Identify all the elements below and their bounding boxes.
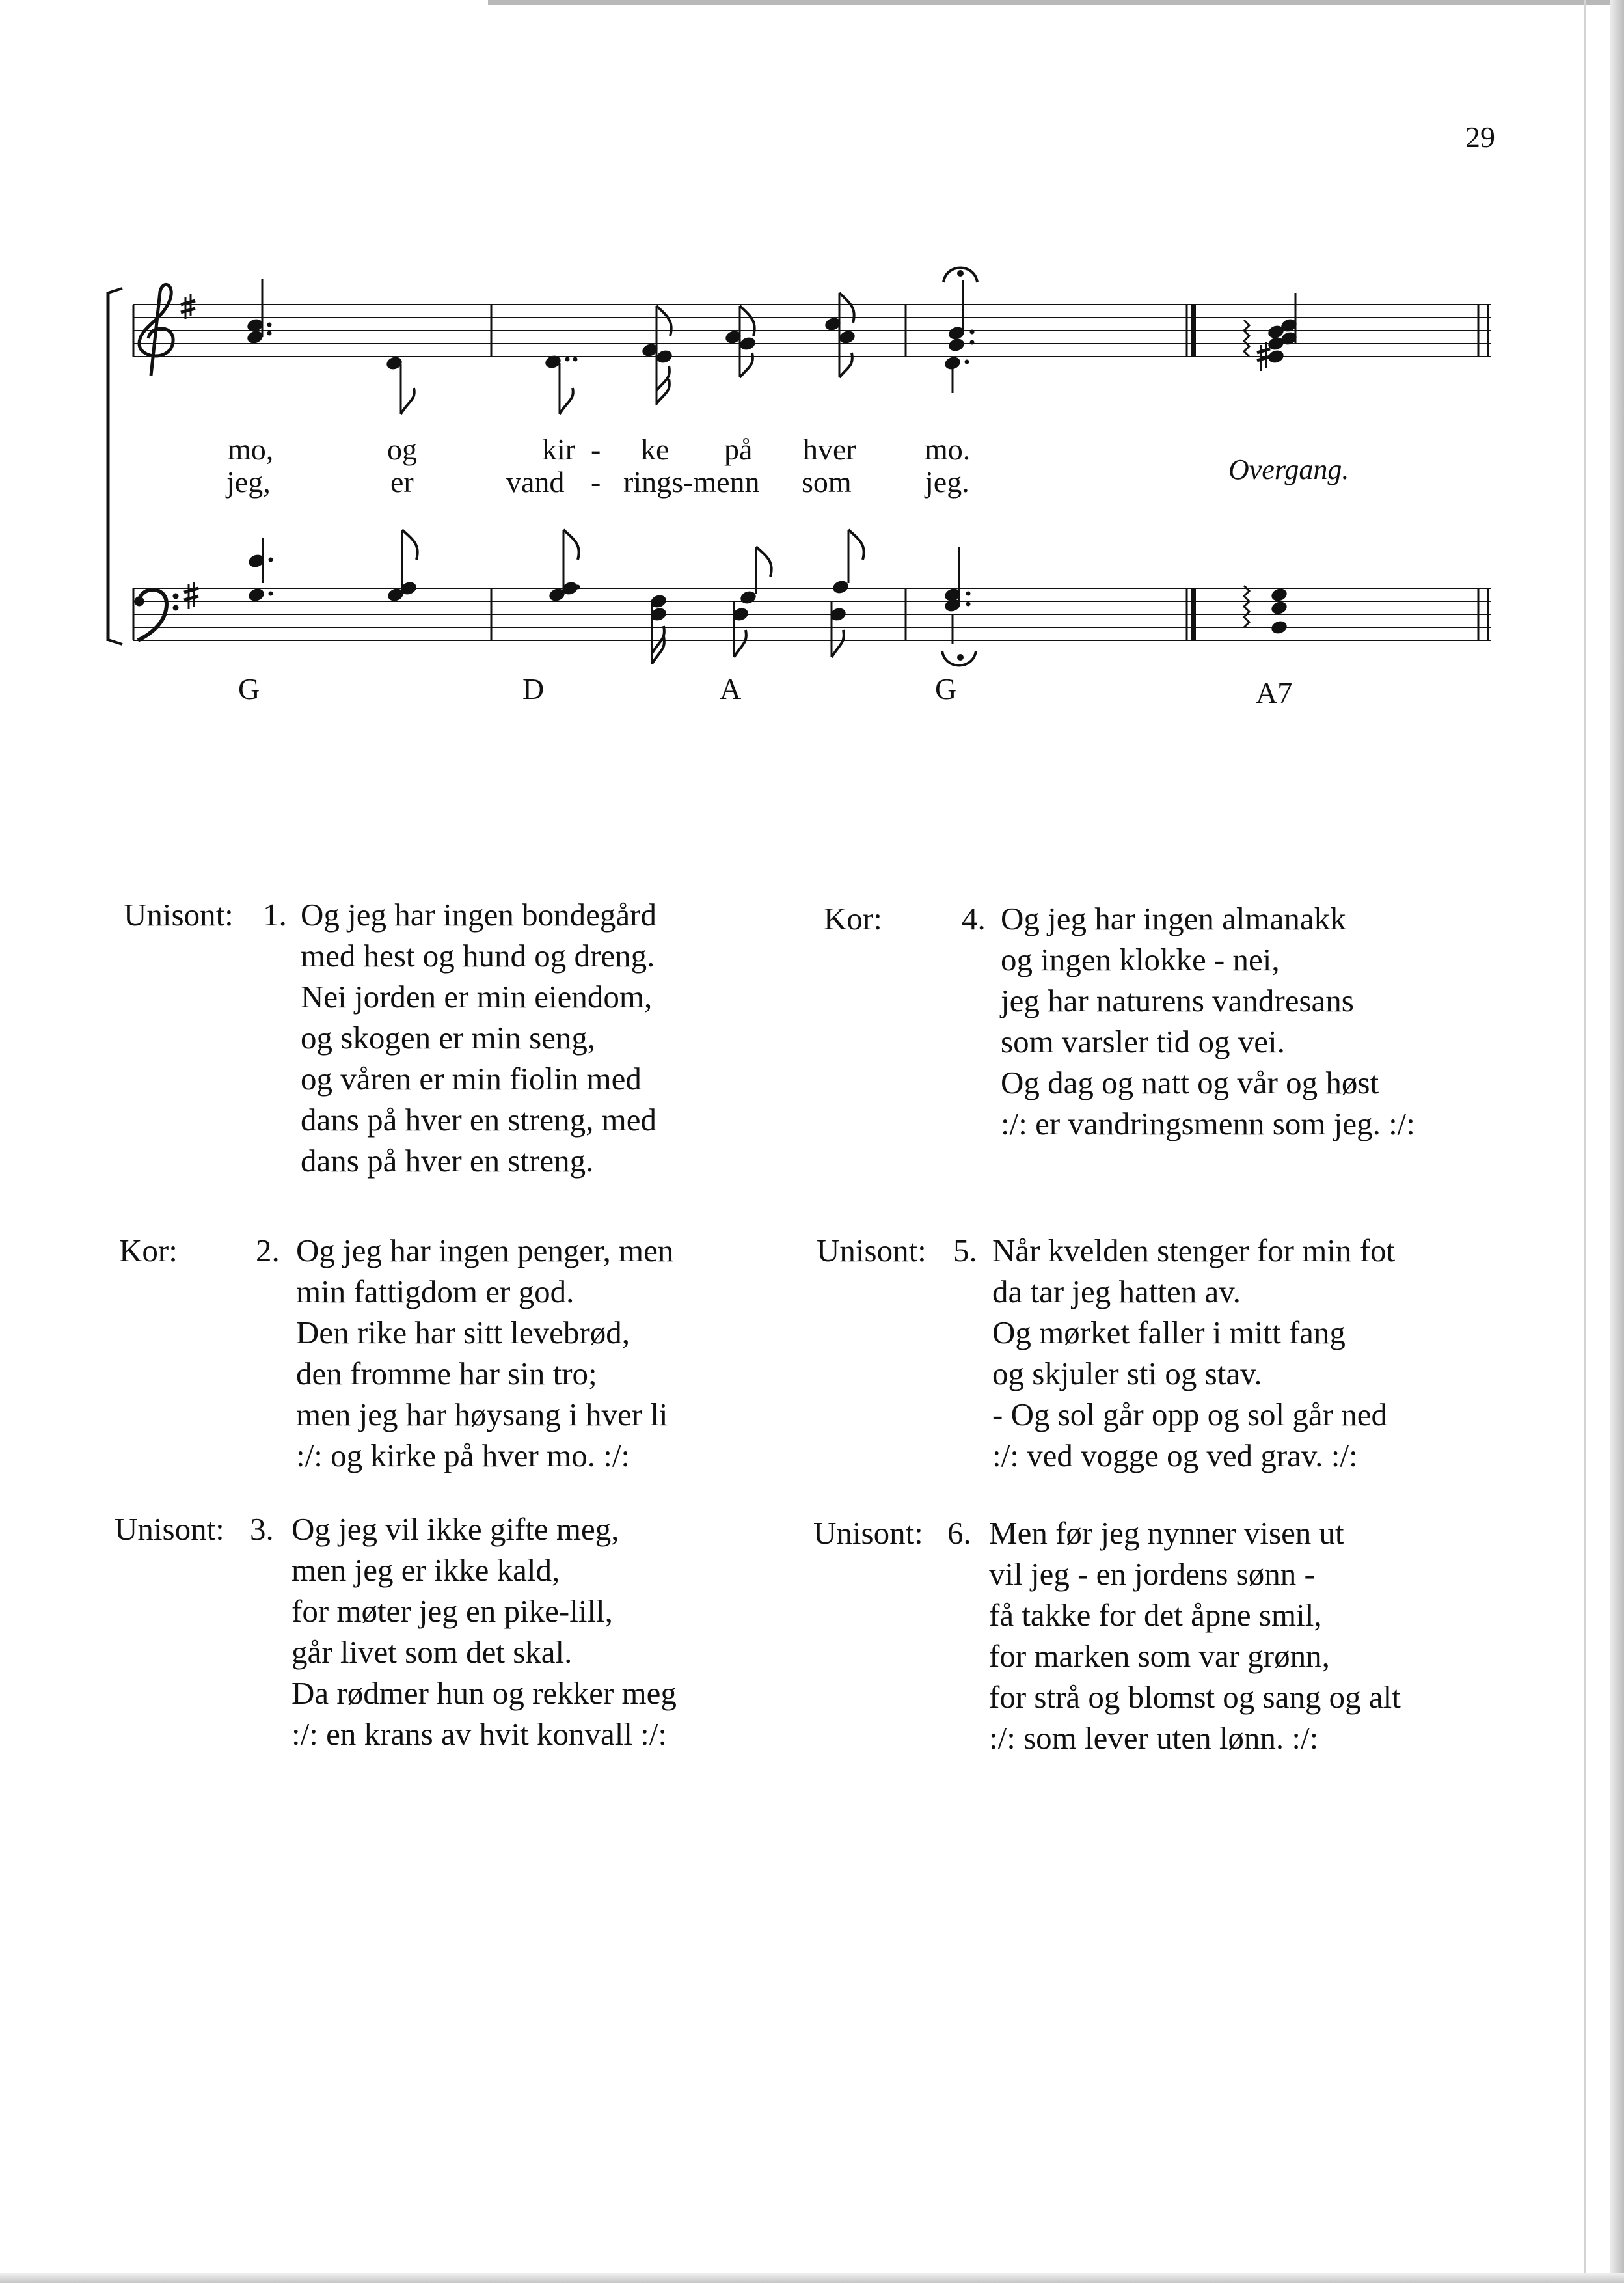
verse-number: 6. xyxy=(947,1515,971,1551)
verse-line: :/: som lever uten lønn. :/: xyxy=(989,1720,1319,1756)
lyric: jeg. xyxy=(925,465,969,499)
verse-lines xyxy=(291,1509,677,1755)
verse-lines xyxy=(301,894,656,1181)
verse-line: Og mørket faller i mitt fang xyxy=(992,1315,1346,1350)
verse-part-label: Unisont: xyxy=(115,1511,224,1547)
verse-line: og våren er min fiolin med xyxy=(301,1061,642,1097)
scan-edge-bottom xyxy=(0,2273,1624,2283)
lyric: og xyxy=(387,433,417,466)
verse-line: går livet som det skal. xyxy=(291,1634,573,1670)
verse-line: og skogen er min seng, xyxy=(301,1020,596,1056)
lyric: er xyxy=(390,465,414,499)
lyric: mo, xyxy=(228,433,274,466)
verse-part-label: Kor: xyxy=(119,1233,178,1268)
bass-clef-dot-1 xyxy=(135,597,144,606)
lyric: vand xyxy=(506,465,565,499)
verse-line: Og jeg har ingen bondegård xyxy=(301,897,656,933)
lyrics-line-1 xyxy=(228,433,970,466)
verse-line: - Og sol går opp og sol går ned xyxy=(992,1397,1387,1432)
lyric: - xyxy=(591,433,601,466)
verse-line: vil jeg - en jordens sønn - xyxy=(989,1556,1315,1592)
bass-notes xyxy=(263,530,1249,666)
verse-line: da tar jeg hatten av. xyxy=(992,1274,1241,1309)
verse-2 xyxy=(119,1230,744,1490)
lyric: mo. xyxy=(925,433,971,466)
fermata-dot xyxy=(957,654,964,661)
verse-line: som varsler tid og vei. xyxy=(1001,1024,1285,1059)
verse-number: 1. xyxy=(263,897,287,933)
verse-line: Den rike har sitt levebrød, xyxy=(296,1315,630,1350)
verse-line: :/: og kirke på hver mo. :/: xyxy=(296,1438,630,1473)
verse-line: :/: en krans av hvit konvall :/: xyxy=(291,1716,668,1752)
verse-line: men jeg er ikke kald, xyxy=(291,1552,560,1588)
verse-line: og ingen klokke - nei, xyxy=(1001,942,1280,977)
page-number: 29 xyxy=(1465,120,1495,154)
lyrics-line-2 xyxy=(225,465,969,499)
verse-line: dans på hver en streng. xyxy=(301,1143,594,1179)
verse-1 xyxy=(124,894,748,1194)
verse-line: og skjuler sti og stav. xyxy=(992,1356,1262,1391)
verse-line: få takke for det åpne smil, xyxy=(989,1597,1322,1633)
chord-symbol: A7 xyxy=(1256,676,1293,709)
verse-line: Og jeg vil ikke gifte meg, xyxy=(291,1511,619,1547)
verse-6 xyxy=(813,1512,1470,1773)
fermata-dot xyxy=(957,270,964,277)
lyric: rings-menn xyxy=(623,465,760,499)
treble-notes xyxy=(262,268,1295,415)
bass-noteheads xyxy=(247,553,1289,661)
verse-line: for møter jeg en pike-lill, xyxy=(291,1593,613,1629)
chord-symbol: A xyxy=(720,672,742,705)
lyric: - xyxy=(591,465,601,499)
verse-line: men jeg har høysang i hver li xyxy=(296,1397,668,1432)
bass-clef-dot-2 xyxy=(173,594,178,599)
verse-number: 3. xyxy=(250,1511,274,1547)
verse-line: Da rødmer hun og rekker meg xyxy=(291,1675,677,1711)
verse-line: Når kvelden stenger for min fot xyxy=(992,1233,1396,1268)
key-signature-sharp-icon xyxy=(181,294,195,319)
lyric: ke xyxy=(641,433,670,466)
verse-lines xyxy=(1001,898,1415,1144)
verse-line: Nei jorden er min eiendom, xyxy=(301,979,653,1015)
bass-clef-icon xyxy=(138,590,167,640)
chord-symbols xyxy=(238,672,1292,709)
verse-number: 2. xyxy=(256,1233,280,1268)
verse-number: 5. xyxy=(953,1233,977,1268)
chord-symbol: D xyxy=(522,672,545,705)
key-signature-sharp-icon xyxy=(184,582,198,609)
verse-line: :/: er vandringsmenn som jeg. :/: xyxy=(1001,1106,1415,1142)
bass-clef-dot-3 xyxy=(173,605,178,610)
music-score xyxy=(0,0,1624,729)
chord-symbol: G xyxy=(935,672,957,705)
verse-line: min fattigdom er god. xyxy=(296,1274,575,1309)
verse-number: 4. xyxy=(962,901,986,936)
verse-part-label: Unisont: xyxy=(124,897,234,933)
verse-line: dans på hver en streng, med xyxy=(301,1102,656,1138)
verse-line: Men før jeg nynner visen ut xyxy=(989,1515,1344,1551)
bass-staff xyxy=(133,588,1491,640)
verse-5 xyxy=(817,1230,1474,1490)
verse-line: Og jeg har ingen penger, men xyxy=(296,1233,674,1268)
verse-part-label: Unisont: xyxy=(813,1515,923,1551)
verse-line: med hest og hund og dreng. xyxy=(301,938,655,974)
verse-lines xyxy=(989,1512,1401,1758)
lyric: jeg, xyxy=(226,465,271,499)
lyric: som xyxy=(802,465,852,499)
verse-line: for strå og blomst og sang og alt xyxy=(989,1679,1401,1715)
verse-line: den fromme har sin tro; xyxy=(296,1356,597,1391)
chord-symbol: G xyxy=(238,672,260,705)
verse-lines xyxy=(992,1230,1395,1476)
lyric: hver xyxy=(803,433,856,466)
treble-clef-icon xyxy=(139,284,173,376)
verse-line: for marken som var grønn, xyxy=(989,1638,1330,1674)
lyric: på xyxy=(724,433,753,466)
transition-label: Overgang. xyxy=(1228,454,1349,485)
verse-4 xyxy=(824,898,1474,1158)
verse-3 xyxy=(115,1509,746,1769)
verse-line: jeg har naturens vandresans xyxy=(1001,983,1354,1018)
verse-line: :/: ved vogge og ved grav. :/: xyxy=(992,1438,1358,1473)
verse-line: Og jeg har ingen almanakk xyxy=(1001,901,1346,936)
lyric: kir xyxy=(542,433,576,466)
verse-part-label: Kor: xyxy=(824,901,882,936)
verse-lines xyxy=(296,1230,673,1476)
verse-line: Og dag og natt og vår og høst xyxy=(1001,1065,1379,1100)
verse-part-label: Unisont: xyxy=(817,1233,927,1268)
